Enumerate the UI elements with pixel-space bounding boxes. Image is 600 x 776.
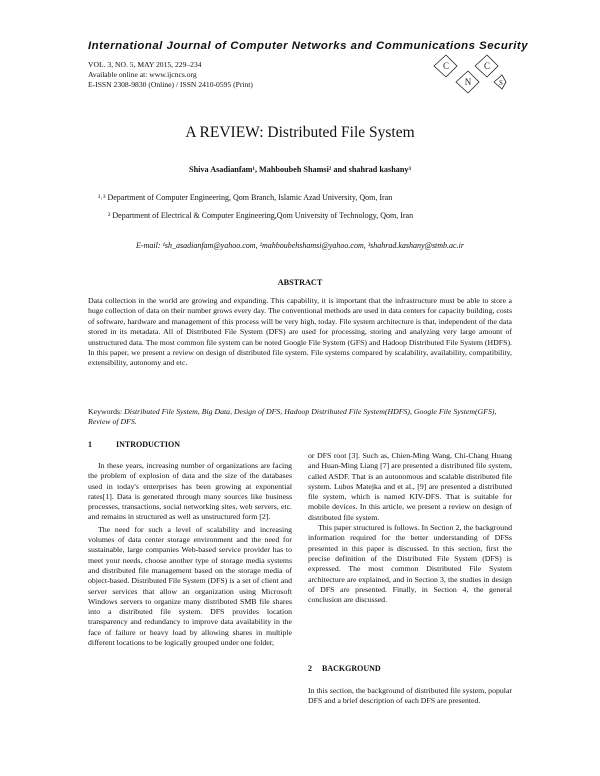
author-list: Shiva Asadianfam¹, Mahboubeh Shamsi² and shahrad kashany³: [189, 165, 411, 174]
affiliation-2: ² Department of Electrical & Computer Engineering,Qom University of Technology, Qom, Iran: [108, 211, 414, 220]
intro-paragraph-2: The need for such a level of scalability and increasing volumes of data center storage environment and the need for sustainable, large companies Web-based service provider has to meet your needs, choose another type of storage media systems and distributed file management based on the storage media of object-based. Distributed File System (DFS) is a set of client and server services that allow an organization using Microsoft Windows servers to organize many distributed SMB file shares into a distributed file system. DFS provides location transparency and redundancy to improve data availability in the face of failure or heavy load by allowing shares in multiple different locations to be logically grouped under one folder,: [88, 524, 292, 648]
right-column: [308, 451, 512, 605]
affiliation-1: ¹˒³ Department of Computer Engineering, Qom Branch, Islamic Azad University, Qom, Iran: [98, 193, 393, 202]
keywords-list: Distributed File System, Big Data, Design of DFS, Hadoop Distributed File System(HDFS), Google File System(GFS), Review of DFS.: [88, 407, 497, 427]
section-title-intro: INTRODUCTION: [116, 440, 181, 449]
logo-letter-n: N: [464, 77, 472, 87]
section-number-intro: 1: [88, 440, 92, 449]
section-title-background: BACKGROUND: [322, 664, 381, 673]
logo-letter-c1: C: [442, 61, 450, 71]
intro-paragraph-1: In these years, increasing number of organizations are facing the problem of explosion of data and the size of the databases used in today's enterprises has been growing at exponential rates[1]. Data is generated through many sources like business processes, transactions, social networking sites, web servers, etc. and remains in structured as well as unstructured form [2].: [88, 461, 292, 522]
background-paragraph-1: In this section, the background of distributed file system, popular DFS and a brief description of each DFS are presented.: [308, 686, 512, 706]
journal-availability: Available online at: www.ijcncs.org: [88, 70, 197, 79]
author-emails: E-mail: ¹sh_asadianfam@yahoo.com, ²mahboubehshamsi@yahoo.com, ³shahrad.kashany@stmb.ac.ir: [136, 241, 464, 250]
logo-letter-s: S: [499, 79, 503, 87]
left-column: [88, 461, 292, 648]
keywords-label: Keywords:: [88, 407, 123, 416]
abstract-heading: ABSTRACT: [277, 278, 323, 287]
journal-logo: [426, 52, 508, 102]
logo-letter-c2: C: [483, 61, 491, 71]
paper-title: A REVIEW: Distributed File System: [185, 124, 415, 141]
background-column: [308, 686, 512, 707]
intro-paragraph-4: This paper structured is follows. In Section 2, the background information required for the better understanding of DFSs presented in this paper is discussed. In this section, first the precise definition of the Distributed File System (DFS) is expressed. The most common Distributed File System architecture are explained, and in Section 3, the studies in design of DFS are presented. Finally, in Section 4, the general conclusion are discussed.: [308, 523, 512, 605]
keywords: [88, 407, 512, 428]
intro-paragraph-3: or DFS root [3]. Such as, Chien-Ming Wang, Chi-Chang Huang and Huan-Ming Liang [7] are presented a distributed file system, called ASDF. That is an autonomous and scalable distributed file system. Lubos Matejka and et al., [9] are presented a distributed file system, which is named KIV-DFS. That is suitable for mobile devices. In this article, we present a review on design of distributed file system.: [308, 451, 512, 522]
journal-volume: VOL. 3, NO. 5, MAY 2015, 229–234: [88, 60, 202, 69]
section-number-background: 2: [308, 664, 312, 673]
journal-title: International Journal of Computer Networks and Communications Security: [88, 40, 529, 52]
abstract-text: Data collection in the world are growing and expanding. This capability, it is important that the infrastructure must be able to store a huge collection of data on their number grows every day. The conventional methods are used in data centers for capacity building, costs of software, hardware and management of this process will be very high, today. File system architecture is that, independent of the data stored in its metadata. All of Distributed File System (DFS) are used for processing, storing and analyzing very large amount of unstructured data. The most common file system can be noted Google File System (GFS) and Hadoop Distributed File System (HDFS). In this paper, we present a review on design of distributed file system. File systems compared by scalability, availability, compatibility, extensibility, autonomy and etc.: [88, 296, 512, 368]
journal-issn: E-ISSN 2308-9830 (Online) / ISSN 2410-0595 (Print): [88, 80, 253, 89]
